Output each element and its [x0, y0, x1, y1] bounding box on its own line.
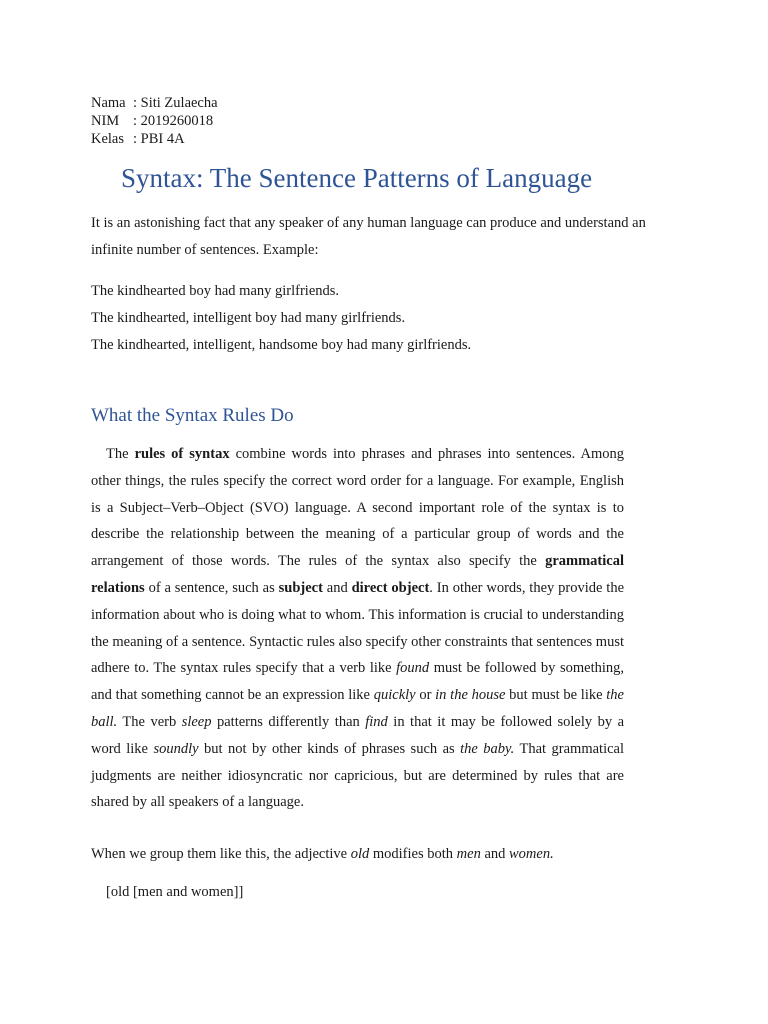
- body-text: but not by other kinds of phrases such as: [198, 740, 461, 757]
- body-paragraph: [91, 441, 624, 816]
- example-word: soundly: [153, 740, 199, 757]
- student-name-row: [91, 94, 218, 112]
- kelas-label: Kelas: [91, 131, 125, 147]
- body-text: The verb: [117, 713, 182, 730]
- body-text: and: [322, 579, 352, 596]
- example-word: quickly: [373, 687, 416, 704]
- kelas-value: : PBI 4A: [133, 131, 185, 147]
- term-rules-of-syntax: rules of syntax: [134, 446, 230, 462]
- group-text: and: [480, 846, 510, 862]
- group-sentence: [91, 846, 554, 863]
- nim-label: NIM: [91, 113, 120, 129]
- nim-value: : 2019260018: [133, 113, 214, 129]
- body-text: combine words into phrases and phrases into sentences. Among other things, the rules specify the correct word order for a language. For example, English is a Subject–Verb–Object (SVO) language. A second important role of the syntax is to describe the relationship between the meaning of a particular group of words and the arrangement of those words. The rules of the syntax also specify the: [91, 446, 624, 570]
- body-text: of a sentence, such as: [144, 579, 279, 596]
- body-text: but must be like: [505, 687, 607, 704]
- example-sentence-3: The kindhearted, intelligent, handsome boy had many girlfriends.: [91, 337, 472, 353]
- example-sentence-1: The kindhearted boy had many girlfriends.: [91, 283, 340, 299]
- example-word: the baby.: [460, 740, 515, 757]
- intro-paragraph: It is an astonishing fact that any speaker of any human language can produce and understand an infinite number of sentences. Example:: [91, 215, 646, 258]
- example-word: the ball.: [91, 687, 624, 730]
- example-word: old: [350, 846, 370, 862]
- group-text: When we group them like this, the adjective: [91, 846, 351, 862]
- example-sentence-2: The kindhearted, intelligent boy had many girlfriends.: [91, 310, 406, 326]
- example-word: sleep: [181, 713, 212, 730]
- body-text: . In other words, they provide the information about who is doing what to whom. This information is crucial to understanding the meaning of a sentence. Syntactic rules also specify other constraints that sentences must adhere to. The syntax rules specify that a verb like: [91, 579, 625, 677]
- body-text: The: [106, 446, 135, 462]
- bracket-example: [old [men and women]]: [106, 884, 244, 900]
- body-text: patterns differently than: [211, 713, 366, 730]
- body-text: must be followed by something, and that something cannot be an expression like: [91, 660, 624, 704]
- body-text: That grammatical judgments are neither idiosyncratic nor capricious, but are determined by rules that are shared by all speakers of a language.: [91, 740, 624, 811]
- term-subject: subject: [278, 579, 323, 596]
- name-value: : Siti Zulaecha: [133, 95, 218, 111]
- example-word: in the house: [435, 687, 506, 704]
- example-word: women.: [509, 846, 554, 862]
- group-text: modifies both: [369, 846, 457, 862]
- example-word: men: [456, 846, 481, 862]
- example-word: found: [396, 660, 430, 677]
- example-word: find: [365, 713, 388, 730]
- section-heading: What the Syntax Rules Do: [91, 405, 294, 426]
- student-info: [91, 94, 218, 148]
- page-title: Syntax: The Sentence Patterns of Language: [121, 163, 593, 193]
- term-grammatical-relations: grammatical relations: [91, 553, 624, 596]
- body-text: in that it may be followed solely by a word like: [91, 713, 625, 757]
- name-label: Nama: [91, 95, 126, 111]
- body-text: or: [415, 687, 436, 704]
- student-kelas-row: [91, 130, 218, 148]
- student-nim-row: [91, 112, 218, 130]
- term-direct-object: direct object: [351, 579, 430, 596]
